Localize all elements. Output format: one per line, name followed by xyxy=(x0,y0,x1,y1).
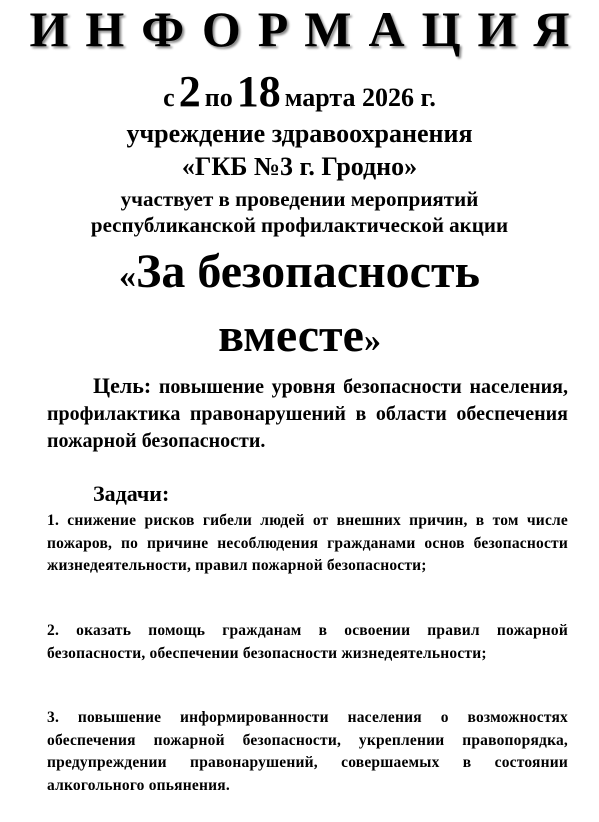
action-open-quote: « xyxy=(119,258,137,295)
goal-paragraph xyxy=(47,372,568,455)
poster-title: ИНФОРМАЦИЯ xyxy=(29,1,587,57)
task-item-1: 1. снижение рисков гибели людей от внешних причин, в том числе пожаров, по причине несоблюдения гражданами основ безопасности жизнедеятельности, правил пожарной безопасности; xyxy=(47,512,568,574)
action-name-part-2: вместе xyxy=(218,309,364,362)
organization-type: учреждение здравоохранения xyxy=(126,119,473,148)
date-suffix: марта 2026 г. xyxy=(284,83,436,112)
date-to: 18 xyxy=(236,67,281,116)
participation-line-2: республиканской профилактической акции xyxy=(90,213,509,237)
date-from: 2 xyxy=(178,67,201,116)
action-close-quote: » xyxy=(363,322,381,359)
goal-label: Цель: xyxy=(93,373,152,398)
action-name-line-2 xyxy=(0,308,599,369)
date-from-prefix: с xyxy=(163,83,175,112)
task-item-3: 3. повышение информированности населения о возможностях обеспечения пожарной безопасности, укреплении правопорядка, предупреждении правонарушений, совершаемых в состоянии алкогольного опьянения. xyxy=(47,709,568,794)
participation-line-1: участвует в проведении мероприятий xyxy=(120,187,479,211)
action-name-part-1: За безопасность xyxy=(136,245,480,298)
organization-name: «ГКБ №3 г. Гродно» xyxy=(181,152,418,181)
tasks-heading: Задачи: xyxy=(93,481,170,506)
goal-text: повышение уровня безопасности населения, профилактика правонарушений в области обеспечения пожарной безопасности. xyxy=(47,376,568,452)
action-name-line-1 xyxy=(0,244,599,305)
date-middle: по xyxy=(204,83,233,112)
task-item-2: 2. оказать помощь гражданам в освоении правил пожарной безопасности, обеспечении безопасности жизнедеятельности; xyxy=(47,622,568,662)
